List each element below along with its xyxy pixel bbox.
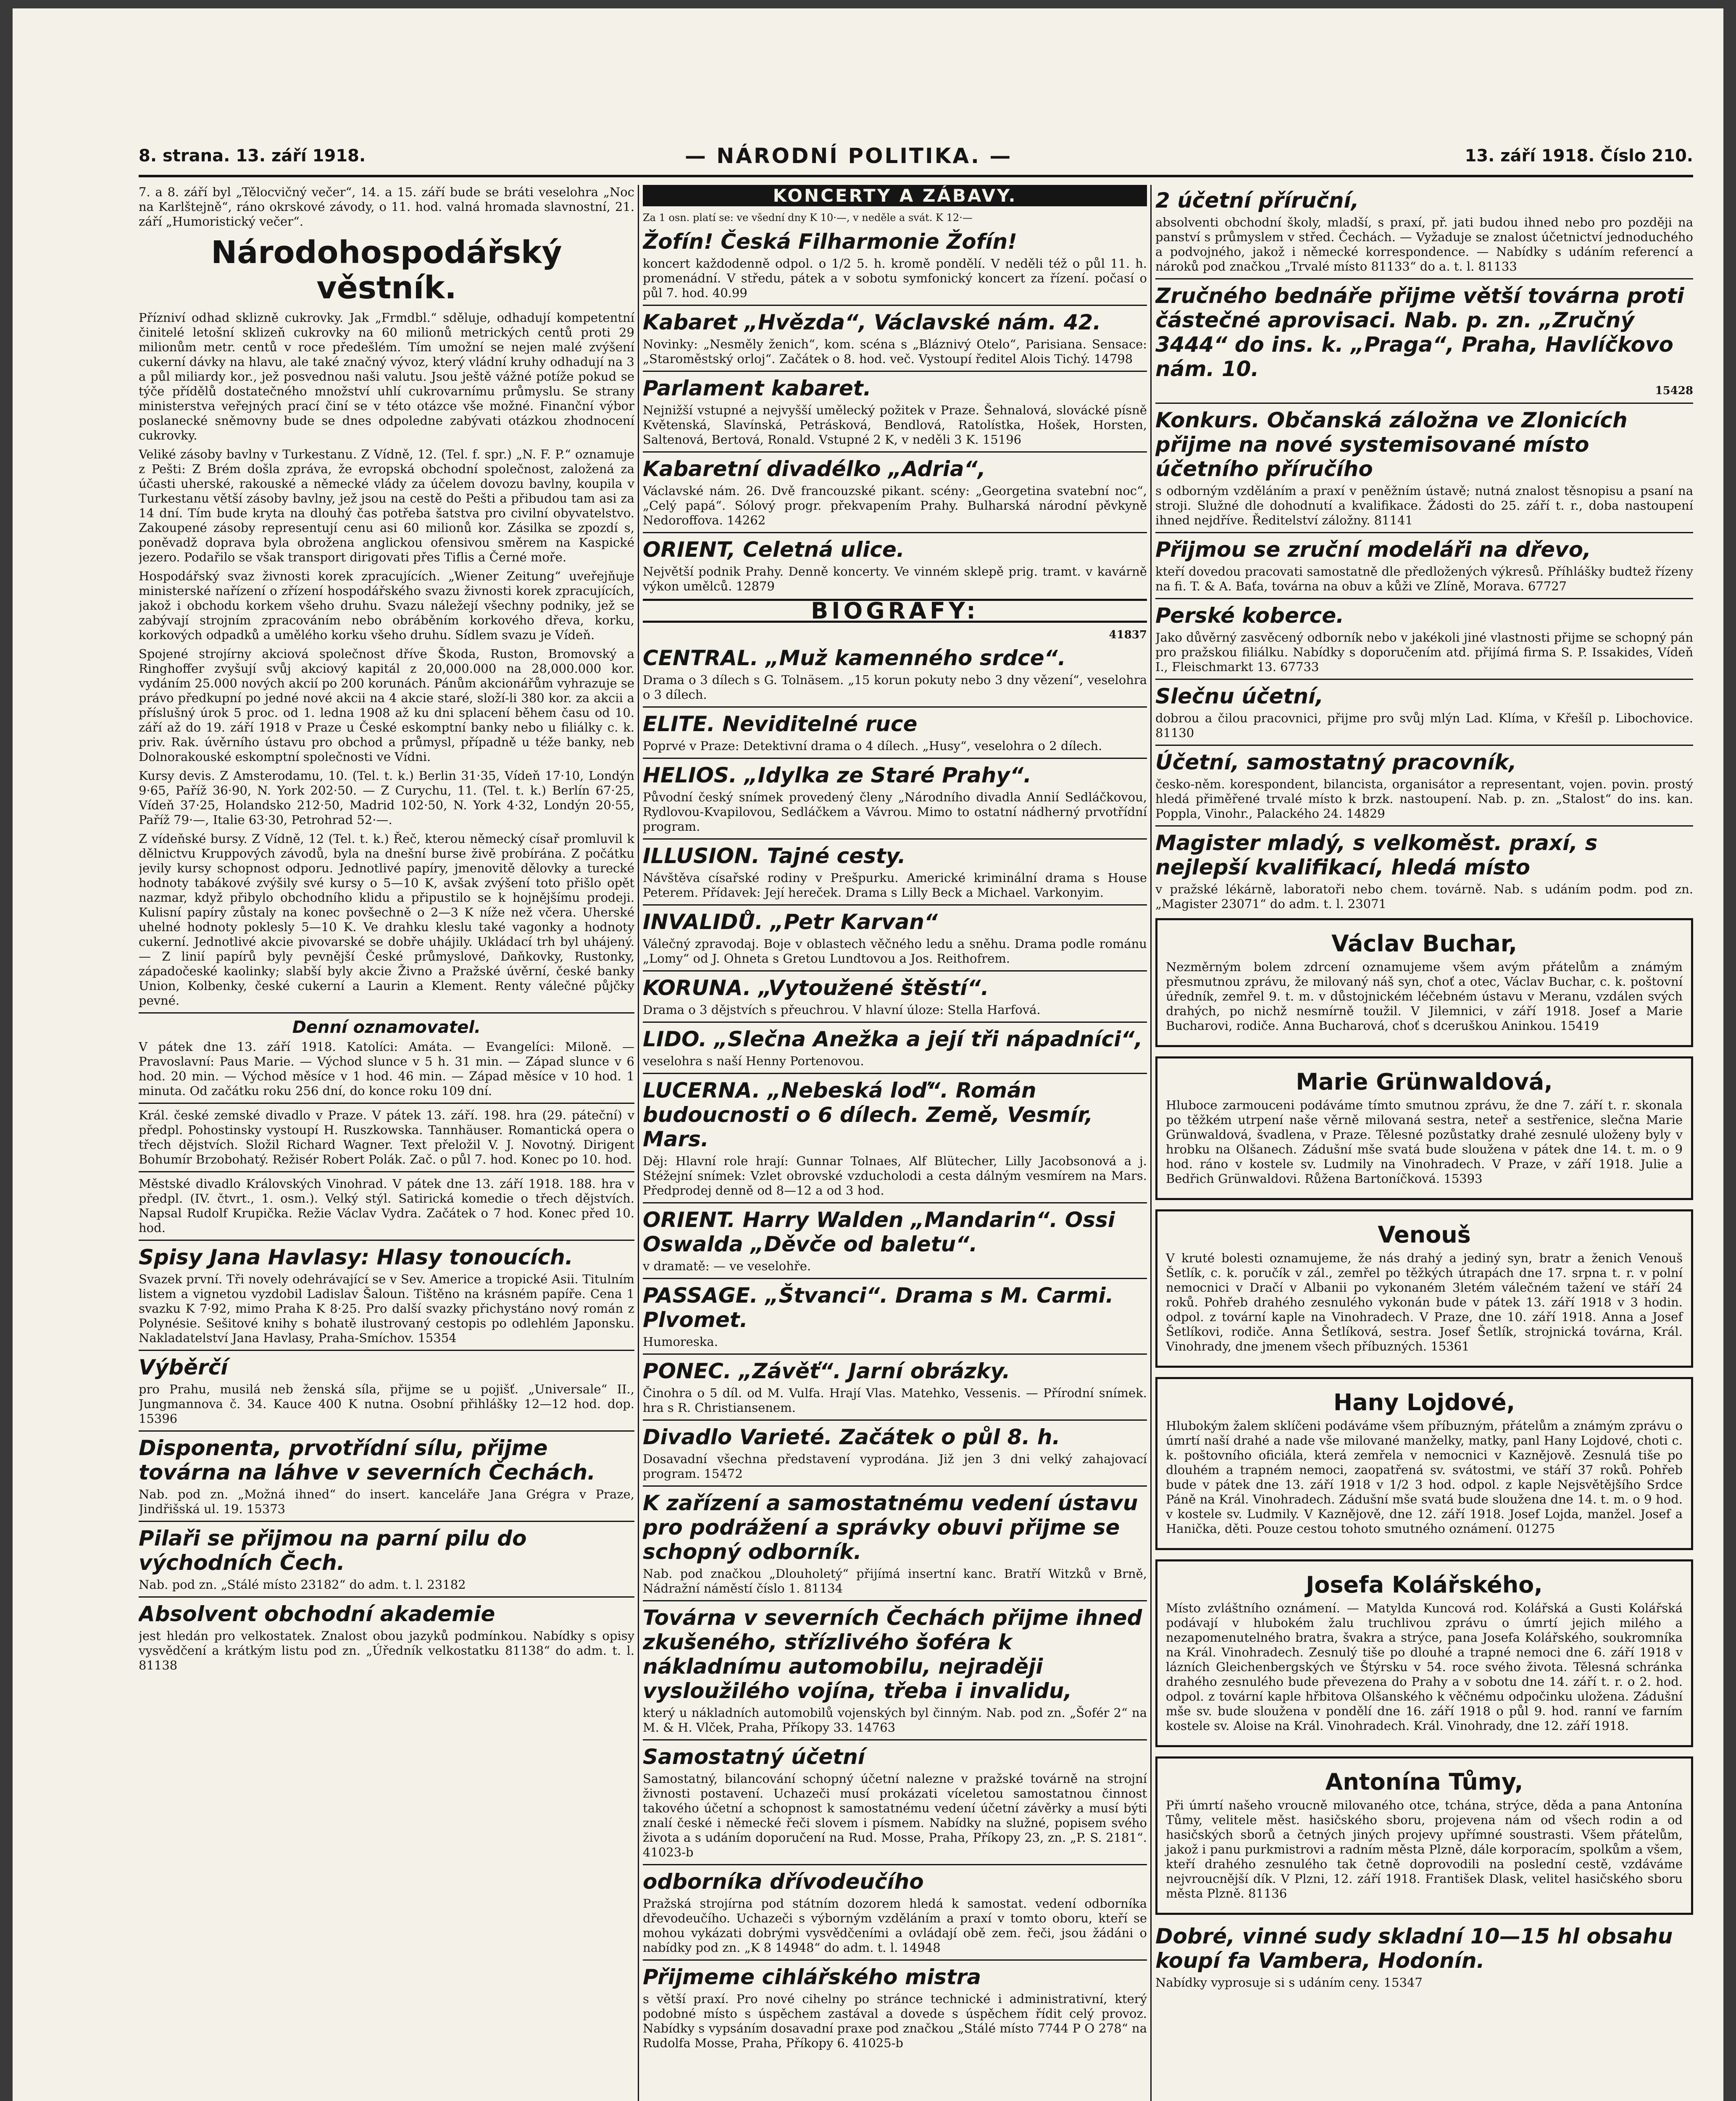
divider [643, 1202, 1147, 1203]
ad-text: Jako důvěrný zasvěcený odborník nebo v jakékoli jiné vlastnosti přijme se schopný pán pro pražskou filiálku. Nabídky s doporučením atd. přijímá firma S. P. Issakides, Vídeň I., Fleischmarkt 13. 67733 [1155, 630, 1693, 674]
ad-heading: Dobré, vinné sudy skladní 10—15 hl obsahu koupí fa Vambera, Hodonín. [1155, 1924, 1673, 1973]
ad-heading: Přijmeme cihlářského mistra [643, 1965, 981, 1989]
divider [139, 1350, 634, 1351]
ad-text: Nabídky vyprosuje si s udáním ceny. 15347 [1155, 1975, 1423, 1990]
divider [643, 1864, 1147, 1865]
ad-heading: Magister mladý, s velkoměst. praxí, s nejlepší kvalifikací, hledá místo [1155, 831, 1598, 879]
ad-text: česko-něm. korespondent, bilancista, organisátor a representant, vojen. povin. prostý hledá přiměřené trvalé místo k brzk. nastoupení. Nab. p. zn. „Stalost“ do ins. kan. Poppla, Vinohr., Palackého 24. 14829 [1155, 777, 1693, 821]
divider [1155, 278, 1693, 279]
article-rates: Kursy devis. Z Amsterodamu, 10. (Tel. t. k.) Berlin 31·35, Vídeň 17·10, Londýn 9·65, Paříž 36·90, N. York 202·50. — Z Curychu, 11. (Tel. t. k.) Berlín 67·25, Vídeň 37·25, Holandsko 212·50, Madrid 102·50, N. York 4·32, Londýn 20·55, Paříž 79·—, Italie 63·30, Petrohrad 52·—. [139, 769, 634, 827]
obituary-name: Marie Grünwaldová, [1296, 1069, 1553, 1095]
divider [643, 758, 1147, 759]
theatre-vinohrady: Městské divadlo Královských Vinohrad. V pátek dne 13. září 1918. 188. hra v předpl. (IV. čtvrt., 1. osm.). Velký stýl. Satirická komedie o třech dějstvích. Napsal Rudolf Krupička. Režie Václav Vydra. Začátek o 7 hod. Konec před 10. hod. [139, 1177, 634, 1235]
ad-heading: LUCERNA. „Nebeská loď“. Román budoucnosti o 6 dílech. Země, Vesmír, Mars. [643, 1078, 1093, 1151]
obituary-name: Hany Lojdové, [1333, 1389, 1515, 1416]
ad-text: kteří dovedou pracovati samostatně dle předložených výkresů. Příhlášky budtež řízeny na fi. T. & A. Baťa, továrna na obuv a kůži ve Zlíně, Morava. 67727 [1155, 564, 1693, 593]
ad-heading: odborníka dřívodeučího [643, 1869, 924, 1894]
obituary-box [1155, 1056, 1693, 1200]
column-divider [1150, 185, 1152, 2101]
ad-text: v dramatě: — ve veselohře. [643, 1259, 811, 1273]
pricing-note: Za 1 osn. platí se: ve všední dny K 10·—, v neděle a svát. K 12·— [643, 212, 973, 224]
ad-heading: Kabaretní divadélko „Adria“, [643, 457, 986, 481]
column-right [1155, 185, 1693, 2101]
ad-text: který u nákladních automobilů vojenských byl činným. Nab. pod zn. „Šofér 2“ na M. & H. Vlček, Praha, Příkopy 33. 14763 [643, 1706, 1147, 1735]
obituary-box [1155, 1756, 1693, 1915]
ad-text: koncert každodenně odpol. o 1/2 5. h. kromě pondělí. V neděli též o půl 11. h. promenádní. V středu, pátek a v sobotu symfonický koncert za řízení. počasí o půl 7. hod. 40.99 [643, 256, 1147, 300]
divider [1155, 403, 1693, 404]
ad-heading: Kabaret „Hvězda“, Václavské nám. 42. [643, 310, 1101, 334]
ad-heading: Výběrčí [139, 1355, 228, 1380]
ad-heading: KORUNA. „Vytoužené štěstí“. [643, 976, 989, 1000]
newspaper-page [13, 8, 1723, 2101]
obituary-name: Josefa Kolářského, [1306, 1572, 1543, 1598]
ad-text: Nab. pod zn. „Stálé místo 23182“ do adm. t. l. 23182 [139, 1577, 466, 1592]
ad-text: Pražská strojírna pod státním dozorem hledá k samostat. vedení odborníka dřevodeučího. Uchazeči s výborným vzděláním a praxí v tomto oboru, kteří se mohou vykázati dobrými vysvědčeními a ovládají obě zem. řeči, jsou žádáni o nabídky pod zn. „K 8 14948“ do adm. t. l. 14948 [643, 1896, 1147, 1955]
section-title: Národohospodářský věstník. [211, 234, 562, 306]
divider [643, 1485, 1147, 1487]
ad-text: Svazek první. Tři novely odehrávající se v Sev. Americe a tropické Asii. Titulním listem a vignetou vyzdobil Ladislav Šaloun. Tištěno na krásném papíře. Cena 1 svazku K 7·92, mimo Praha K 8·25. Pro další svazky přichystáno nový román z Polynésie. Sešitové knihy s bohatě ilustrovaný cestopis po odlehlém Japonsku. Nakladatelství Jana Havlasy, Praha-Smíchov. 15354 [139, 1272, 634, 1345]
divider [1155, 679, 1693, 680]
ad-heading: ORIENT. Harry Walden „Mandarin“. Ossi Oswalda „Děvče od baletu“. [643, 1208, 1115, 1256]
divider [643, 904, 1147, 906]
obituary-box [1155, 1559, 1693, 1747]
ad-text: v pražské lékárně, laboratoři nebo chem. továrně. Nab. s udáním podm. pod zn. „Magister 23071“ do adm. t. l. 23071 [1155, 882, 1693, 911]
obituary-name: Antonína Tůmy, [1325, 1769, 1523, 1795]
ad-heading: Účetní, samostatný pracovník, [1155, 750, 1517, 774]
header-rule [139, 175, 1693, 177]
ad-text: dobrou a čilou pracovnici, přijme pro svůj mlýn Lad. Klíma, v Křešíl p. Libochovice. 81130 [1155, 711, 1693, 740]
ad-heading: ELITE. Neviditelné ruce [643, 712, 918, 736]
divider [643, 1419, 1147, 1421]
divider [1155, 532, 1693, 533]
divider [643, 706, 1147, 708]
ad-heading: Slečnu účetní, [1155, 684, 1324, 708]
ad-reference: 41837 [1109, 629, 1147, 641]
ad-text: Nejnižší vstupné a nejvyšší umělecký požitek v Praze. Šehnalová, slovácké písně Květenská, Slavínská, Petrásková, Bendlová, Ratolístka, Hošek, Horsten, Saltenová, Bertová, Ronald. Vstupné 2 K, v neděli 3 K. 15196 [643, 403, 1147, 447]
divider [643, 305, 1147, 306]
ad-heading: CENTRAL. „Muž kamenného srdce“. [643, 646, 1066, 670]
divider [643, 1353, 1147, 1355]
divider [643, 1022, 1147, 1023]
ad-heading: Přijmou se zruční modeláři na dřevo, [1155, 537, 1591, 562]
ad-text: Činohra o 5 díl. od M. Vulfa. Hrají Vlas. Matehko, Vessenis. — Přírodní snímek. hra s R. Christiansenem. [643, 1386, 1147, 1415]
divider [643, 1600, 1147, 1601]
ad-heading: Pilaři se přijmou na parní pilu do východních Čech. [139, 1526, 527, 1575]
day-title: Denní oznamovatel. [292, 1018, 481, 1037]
ad-text: pro Prahu, musilá neb ženská síla, přijme se u pojišť. „Universale“ II., Jungmannova č. 34. Kauce 400 K nutna. Osobní přihlášky 12—12 hod. dop. 15396 [139, 1382, 634, 1426]
column-left [139, 185, 634, 2101]
ad-heading: Zručného bednáře přijme větší továrna proti částečné aprovisaci. Nab. p. zn. „Zručný 3444“ do ins. k. „Praga“, Praha, Havlíčkovo nám. 10. [1155, 284, 1684, 381]
divider [643, 1073, 1147, 1074]
ad-text: Poprvé v Praze: Detektivní drama o 4 dílech. „Husy“, veselohra o 2 dílech. [643, 739, 1102, 753]
ad-heading: Konkurs. Občanská záložna ve Zlonicích přijme na nové systemisované místo účetního příručího [1155, 408, 1628, 481]
ad-text: Největší podnik Prahy. Denně koncerty. Ve vinném sklepě prig. tramt. v kavárně výkon umělců. 12879 [643, 564, 1147, 593]
concerts-banner: KONCERTY A ZÁBAVY. [643, 185, 1147, 206]
ad-heading: PASSAGE. „Štvanci“. Drama s M. Carmi. Plvomet. [643, 1283, 1114, 1332]
divider [139, 1103, 634, 1104]
ad-heading: Divadlo Varieté. Začátek o půl 8. h. [643, 1425, 1060, 1449]
ad-text: Dosavadní všechna představení vyprodána. Již jen 3 dni velký zahajovací program. 15472 [643, 1452, 1147, 1481]
ad-heading: ILLUSION. Tajné cesty. [643, 844, 906, 868]
ad-heading: ORIENT, Celetná ulice. [643, 537, 905, 562]
ad-text: Nab. pod značkou „Dlouholetý“ přijímá insertní kanc. Bratří Witzků v Brně, Nádražní náměstí číslo 1. 81134 [643, 1567, 1147, 1595]
ad-text: Válečný zpravodaj. Boje v oblastech věčného ledu a sněhu. Drama podle románu „Lomy“ od J. Ohneta s Gretou Lundtovou a Jos. Reithofrem. [643, 937, 1147, 966]
ad-text: Děj: Hlavní role hrají: Gunnar Tolnaes, Alf Blütecher, Lilly Jacobsonová a j. Stéžejní snímek: Vzlet obrovské vzducholodi a cesta dálným vesmírem na Mars. Předprodej denně od 8—12 a od 3 hod. [643, 1154, 1147, 1198]
obituary-text: Při úmrtí našeho vroucně milovaného otce, tchána, strýce, děda a pana Antonína Tůmy, velitele měst. hasičského sboru, projevena nám od všech rodin a od hasičských sborů a četných jiných projevy upřímné soustrasti. Všem přátelům, jakož i panu purkmistrovi a radním města Plzně, dále korporacím, spolkům a všem, kteří drahého zesnulého tak četně doprovodili na poslední cestě, vzdáváme nejvroucnější dík. V Plzni, 12. září 1918. František Dlask, velitel hasičského sboru města Plzně. 81136 [1166, 1798, 1683, 1901]
divider [1155, 825, 1693, 827]
ad-heading: 2 účetní příruční, [1155, 188, 1359, 213]
article-intro: 7. a 8. září byl „Tělocvičný večer“, 14. a 15. září bude se bráti veselohra „Noc na Karlštejně“, ráno okrskové závody, o 11. hod. valná hromada slavnostní, 21. září „Humoristický večer“. [139, 185, 634, 229]
divider [139, 1012, 634, 1014]
ad-heading: PONEC. „Závěť“. Jarní obrázky. [643, 1359, 1010, 1383]
obituary-name: Venouš [1378, 1222, 1471, 1248]
divider [139, 1521, 634, 1522]
ad-text: Návštěva císařské rodiny v Prešpurku. Americké kriminální drama s House Peterem. Přídavek: Její hereček. Drama s Lilly Beck a Michael. Varkonyim. [643, 871, 1147, 900]
obituary-text: Nezměrným bolem zdrcení oznamujeme všem avým přátelům a známým přesmutnou zprávu, že milovaný náš syn, choť a otec, Václav Buchar, c. k. poštovní úředník, zemřel 9. t. m. v důstojnickém léčebném ústavu v Meranu, vzdálen svých drahých, po nichž nesmírně toužil. V Jilemnici, v září 1918. Josef a Marie Bucharovi, rodiče. Anna Bucharová, choť s dceruškou Aninkou. 15419 [1166, 960, 1683, 1033]
obituary-box [1155, 918, 1693, 1047]
ad-heading: Továrna v severních Čechách přijme ihned zkušeného, střízlivého šoféra k nákladnímu automobilu, nejraději vysloužilého vojína, třeba i invalidu, [643, 1606, 1142, 1703]
ad-text: Nab. pod zn. „Možná ihned“ do insert. kanceláře Jana Grégra v Praze, Jindřišská ul. 19. 15373 [139, 1487, 634, 1516]
biograf-banner: BIOGRAFY: [643, 599, 1147, 623]
ad-heading: INVALIDŮ. „Petr Karvan“ [643, 910, 938, 934]
obituary-text: Hlubokým žalem sklíčeni podáváme všem příbuzným, přátelům a známým zprávu o úmrtí naší drahé a nade vše milované manželky, matky, panl Hany Lojdové, choti c. k. poštovního oficiála, která zemřela v nemocnici v Kaznějově. Zesnulá tiše po dlouhém a trapném nemoci, zaopatřená sv. svátostmi, ve stáří 37 roků. Pohřeb bude v pátek dne 13. září 1918 v 1/2 3 hod. odpol. z kaple Nejsvětějšího Srdce Páně na Král. Vinohradech. Zádušní mše svatá bude sloužena dne 14. t. m. o 9 hod. v kostele sv. Ludmily. V Kaznějově, dne 12. září 1918. Josef Lojda, manžel. Josef a Hanička, děti. Pouze cestou tohoto smutného oznámení. 01275 [1166, 1419, 1683, 1536]
obituary-box [1155, 1209, 1693, 1368]
divider [1155, 598, 1693, 599]
ad-text: s odborným vzděláním a praxí v peněžním ústavě; nutná znalost těsnopisu a psaní na stroji. Služné dle dohodnutí a kvalifikace. Žádosti do 25. září t. r., doba nastoupení ihned nejdříve. Ředitelství záložny. 81141 [1155, 484, 1693, 527]
divider [139, 1240, 634, 1241]
ad-text: veselohra s naší Henny Portenovou. [643, 1054, 864, 1068]
divider [643, 1739, 1147, 1740]
obituary-text: V kruté bolesti oznamujeme, že nás drahý a jediný syn, bratr a ženich Venouš Šetlík, c. k. poručík v zál., zemřel po těžkých útrapách dne 17. srpna t. r. v polní nemocnici v Dračí v Albanii po vykonaném 3letém válečném tažení ve stáří 24 roků. Pohřeb drahého zesnulého vykonán bude v pátek 13. září 1918 v 3 hodin. odpol. z tovární kaple na Vinohradech. V Praze, dne 10. září 1918. Anna a Josef Šetlíkovi, rodiče. Anna Šetlíková, sestra. Josef Šetlík, strojnická továrna, Král. Vinohrady, dne jmenem všech příbuzných. 15361 [1166, 1251, 1683, 1353]
ad-text: Novinky: „Nesměly ženich“, kom. scéna s „Bláznivý Otelo“, Parisiana. Sensace: „Staroměstský orloj“. Začátek o 8. hod. več. Vystoupí ředitel Alois Tichý. 14798 [643, 337, 1147, 366]
ad-heading: Disponenta, prvotřídní sílu, přijme továrna na láhve v severních Čechách. [139, 1436, 596, 1485]
article-bourse: Z vídeňské bursy. Z Vídně, 12 (Tel. t. k.) Řeč, kterou německý císař promluvil k dělnictvu Kruppových závodů, byla na dnešní burse živě probírána. Z počátku jevily kursy schopnost odporu. Jednotlivé papíry, jmenovitě dělovky a turecké hodnoty tabákové zvýšily své kursy o 5—10 K, avšak zvýšení toto přišlo opět nazmar, když přibylo obchodního klidu a připustilo se k hojnějšímu prodeji. Kulisní papíry zůstaly na konec povšechně o 2—3 K níže než včera. Uherské uhelné hodnoty poklesly 5—10 K. Ve drahku kleslu také vagonky a hodnoty cukerní. Jednotlivé akcie pivovarské se dobře uhájily. Ukládací trh byl uhájený. — Z linií papírů byly pevnější České průmyslové, Daňkovky, Rustonky, západočeské kaolinky; slabší byly akcie Živno a Pražské úvěrní, české banky Union, Kolbenky, české cukerní a Laurin a Klement. Renty válečné půjčky pevné. [139, 832, 634, 1008]
ad-text: Václavské nám. 26. Dvě francouzské pikant. scény: „Georgetina svatební noc“, „Celý papá“. Sólový progr. překvapením Prahy. Bulharská národní pěvkyně Nedoroffova. 14262 [643, 484, 1147, 527]
obituary-text: Hluboce zarmouceni podáváme tímto smutnou zprávu, že dne 7. září t. r. skonala po těžkém utrpení naše věrně milovaná sestra, neteř a sestřenice, slečna Marie Grünwaldová, švadlena, v Praze. Tělesné pozůstatky drahé zesnulé uloženy byly v hrobku na Olšanech. Zádušní mše svatá bude sloužena v pátek dne 14. t. m. o 9 hod. ráno v kostele sv. Ludmily na Vinohradech. V Praze, v září 1918. Julie a Bedřich Grünwaldovi. Růžena Bartoníčková. 15393 [1166, 1098, 1683, 1186]
ad-reference: 15428 [1655, 384, 1693, 397]
masthead-title: — NÁRODNÍ POLITIKA. — [685, 144, 1013, 168]
divider [643, 970, 1147, 972]
ad-text: Drama o 3 dějstvích s přeuchrou. V hlavní úloze: Stella Harfová. [643, 1003, 1041, 1017]
divider [1155, 745, 1693, 746]
ad-heading: Perské koberce. [1155, 603, 1344, 628]
ad-text: Samostatný, bilancování schopný účetní nalezne v pražské továrně na strojní živnosti postavení. Uchazeči musí prokázati víceletou samostatnou činnost takového účetní a schopnost k samostatnému vedení účetní závěrky a musí býti znalí české i německé řeči slovem i písmem. Nabídky na služné, popisem svého života a s udáním doporučení na Rud. Mosse, Praha, Příkopy 23, zn. „P. S. 2181“. 41023-b [643, 1772, 1147, 1859]
ad-heading: Parlament kabaret. [643, 376, 871, 400]
divider [139, 1596, 634, 1598]
article-sugar: Přízniví odhad sklizně cukrovky. Jak „Frmdbl.“ sděluje, odhadují kompetentní činitelé letošní sklizeň cukrovky na 60 milionů metrických centů proti 29 milionům metr. centů v roce předešlém. Tím umožní se nejen malé zvýšení cukerní dávky na hlavu, ale také značný vývoz, který vládní kruhy odhadují na 3 a půl miliardy kor., jež posvednou naši valutu. Jsou ještě vážné potíže pokud se týče přídělů dostatečného množství uhlí cukrovarnímu průmyslu. Se strany ministerstva veřejných prací činí se v této otázce vše možné. Finanční výbor poslanecké sněmovny bude se dnes odpoledne zabývati otázkou zhodnocení cukrovky. [139, 311, 634, 442]
page-header [139, 139, 1693, 172]
divider [643, 532, 1147, 533]
divider [643, 1278, 1147, 1279]
ad-heading: HELIOS. „Idylka ze Staré Prahy“. [643, 763, 1032, 787]
article-skoda: Spojené strojírny akciová společnost dříve Škoda, Ruston, Bromovský a Ringhoffer zvyšují svůj akciový kapitál z 20,000.000 na 28,000.000 kor. vydáním 25.000 nových akcií po 200 korunách. Pánům akcionářům vyhrazuje se právo předkupní po jedné nové akcii na 4 akcie staré, složí-li 380 kor. za akcii a příslušný úrok 5 proc. od 1. ledna 1908 až ku dni splacení během času od 10. září až do 19. září 1918 v Praze u České eskomptní banky nebo u filiálky c. k. priv. Rak. úvěrního ústavu pro obchod a průmysl, případně u téže banky, neb Dolnorakouské eskomptní společnosti ve Vídni. [139, 647, 634, 764]
article-cotton: Veliké zásoby bavlny v Turkestanu. Z Vídně, 12. (Tel. f. spr.) „N. F. P.“ oznamuje z Pešti: Z Brém došla zpráva, že evropská obchodní společnost, založená za účasti uherské, rakouské a německé vlády za účelem dovozu bavlny, koupila v Turkestanu větší zásoby bavlny, jež jsou na cestě do Pešti a přibudou tam asi za 14 dní. Tím bude kryta na dlouhý čas potřeba šatstva pro civilní obyvatelstvo. Zakoupené zásoby representují cenu asi 60 milionů kor. Zásilka se zpozdí s, poněvadž doprava byla obrožena anglickou ofensivou směrem na Kaspické jezero. Podařilo se však transport dirigovati přes Tiflis a Černé moře. [139, 447, 634, 564]
divider [643, 451, 1147, 453]
header-issue-number: 13. září 1918. Číslo 210. [1465, 146, 1693, 166]
ad-heading: LIDO. „Slečna Anežka a její tři nápadníci“, [643, 1027, 1143, 1051]
column-middle [643, 185, 1147, 2101]
obituary-text: Místo zvláštního oznámení. — Matylda Kuncová rod. Kolářská a Gusti Kolářská podávají v hlubokém žalu truchlivou zprávu o úmrtí jejich milého a nezapomenutelného bratra, švakra a strýce, pana Josefa Kolářského, soukromníka na Král. Vinohradech. Zesnulý tiše po dlouhé a trapné nemoci dne 6. září 1918 v lázních Gleichenbergských ve Štýrsku v 54. roce svého života. Tělesná schránka drahého zesnulého bude převezena do Prahy a v sobotu dne 14. září t. r. o 2. hod. odpol. z tovární kaple hřbitova Olšanského k věčnému odpočinku uložena. Zádušní mše sv. bude sloužena v pondělí dne 16. září 1918 o půl 9. hod. ranní ve farním kostele sv. Aloise na Král. Vinohradech. Král. Vinohrady, dne 12. září 1918. [1166, 1601, 1683, 1733]
ad-heading: Samostatný účetní [643, 1745, 865, 1769]
ad-heading: K zařízení a samostatnému vedení ústavu pro podrážení a správky obuvi přijme se schopný odborník. [643, 1491, 1138, 1564]
ad-heading: Spisy Jana Havlasy: Hlasy tonoucích. [139, 1245, 573, 1269]
obituary-box [1155, 1377, 1693, 1550]
ad-text: absolventi obchodní školy, mladší, s praxí, př. jati budou ihned nebo pro později na panství s průmyslem v střed. Čechách. — Vyžaduje se znalost účetnictví jednoduchého a podvojného, jakož i německé korrespondence. — Nabídky s udáním referencí a nároků pod značkou „Trvalé místo 81133“ do a. t. l. 81133 [1155, 215, 1693, 274]
ad-text: jest hledán pro velkostatek. Znalost obou jazyků podmínkou. Nabídky s opisy vysvědčení a krátkým listu pod zn. „Úředník velkostatku 81138“ do adm. t. l. 81138 [139, 1629, 634, 1672]
ad-heading: Absolvent obchodní akademie [139, 1602, 495, 1626]
ad-text: Původní český snímek provedený členy „Národního divadla Annií Sedláčkovou, Rydlovou-Kvapilovou, Sedláčkem a Vávrou. Mimo to ostatní nádherný prvotřídní program. [643, 790, 1147, 834]
day-text: V pátek dne 13. září 1918. Katolíci: Amáta. — Evangelíci: Miloně. — Pravoslavní: Paus Marie. — Východ slunce v 5 h. 31 min. — Západ slunce v 6 hod. 20 min. — Východ měsíce v 1 hod. 46 min. — Západ měsíce v 10 hod. 1 minuta. Od začátku roku 256 dní, do konce roku 109 dní. [139, 1040, 634, 1098]
ad-heading: Žofín! Česká Filharmonie Žofín! [643, 229, 1017, 254]
header-page-date: 8. strana. 13. září 1918. [139, 146, 366, 166]
divider [643, 1959, 1147, 1961]
ad-text: Drama o 3 dílech s G. Tolnäsem. „15 korun pokuty nebo 3 dny vězení“, veselohra o 3 dílech. [643, 673, 1147, 702]
ad-text: Humoreska. [643, 1335, 718, 1349]
divider [139, 1171, 634, 1172]
divider [643, 838, 1147, 840]
ad-text: s větší praxí. Pro nové cihelny po stránce technické i administrativní, který podobné místo s úspěchem zastával a dovede s úspěchem řídit celý provoz. Nabídky s vypsáním dosavadní praxe pod značkou „Stálé místo 7744 P O 278“ na Rudolfa Mosse, Praha, Příkopy 6. 41025-b [643, 1992, 1147, 2050]
divider [643, 371, 1147, 372]
column-divider [638, 185, 639, 2101]
divider [139, 1430, 634, 1432]
article-cork: Hospodářský svaz živnosti korek zpracujících. „Wiener Zeitung“ uveřejňuje ministerské nařízení o zřízení hospodářského svazu živnosti korek zpracujících, jakož i obchodu korkem všeho druhu. Svazu náležejí všechny podniky, jež se zabývají strojním zpracováním nebo obráběním korkového dřeva, korku, korkových odpadků a umělého korku všeho druhu. Sídlem svazu je Vídeň. [139, 569, 634, 642]
theatre-national: Král. české zemské divadlo v Praze. V pátek 13. září. 198. hra (29. páteční) v předpl. Pohostinsky vystoupí H. Ruszkowska. Tannhäuser. Romantická opera o třech dějstvích. Složil Richard Wagner. Text přeložil V. J. Novotný. Dirigent Bohumír Brzobohatý. Režisér Robert Polák. Zač. o půl 7. hod. Konec po 10. hod. [139, 1108, 634, 1166]
obituary-name: Václav Buchar, [1331, 930, 1517, 957]
